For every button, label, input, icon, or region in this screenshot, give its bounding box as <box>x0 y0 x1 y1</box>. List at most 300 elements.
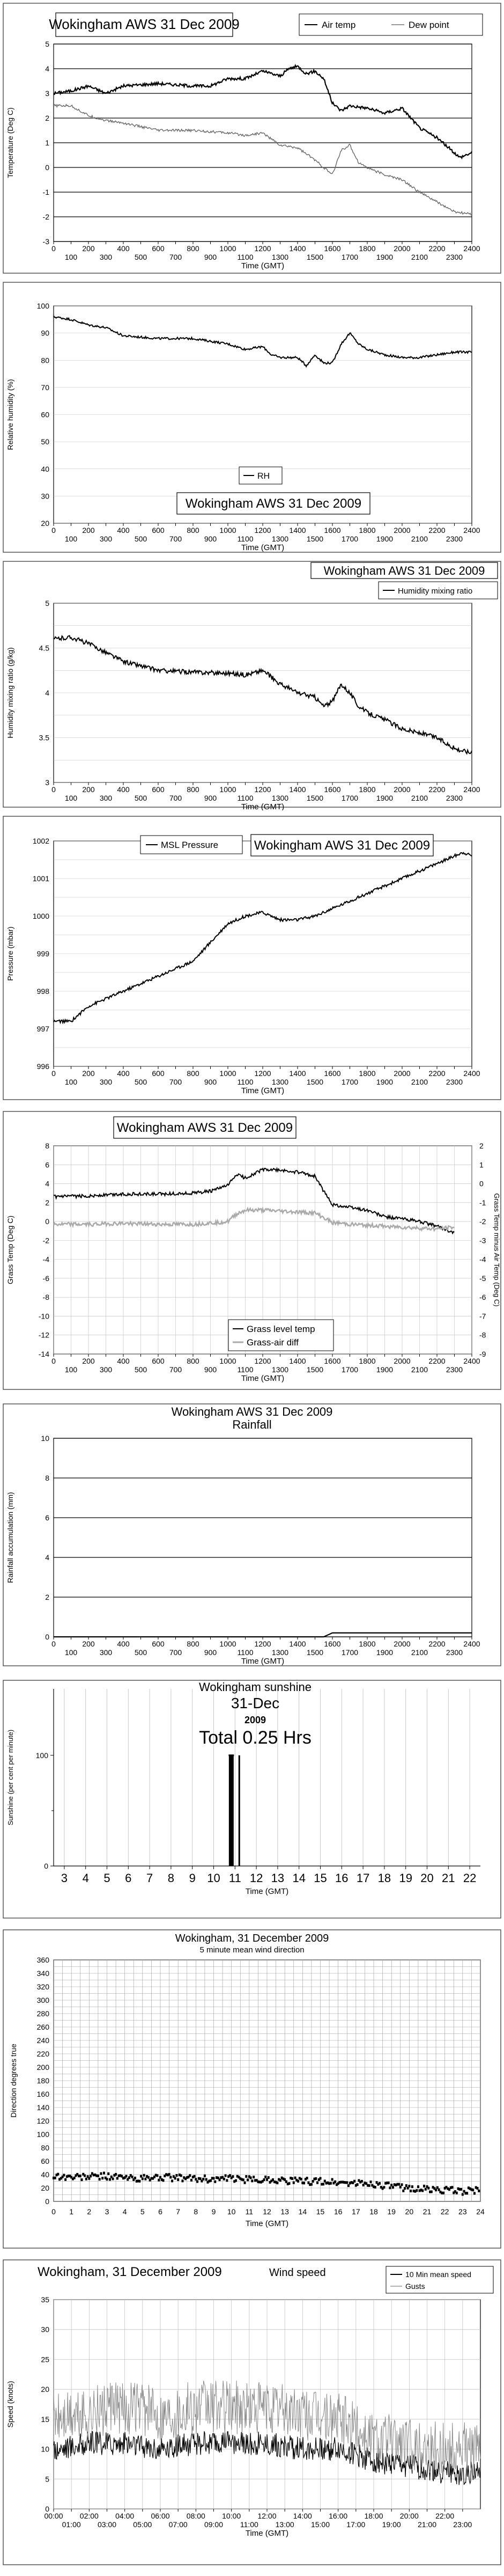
direction-point <box>293 2182 295 2184</box>
x-tick-label: 900 <box>204 1365 217 1374</box>
x-tick-label: 22 <box>440 2207 449 2216</box>
x-tick-label: 05:00 <box>133 2520 152 2529</box>
x-tick-label: 1900 <box>376 535 394 543</box>
y-right-tick-label: -2 <box>479 1217 486 1226</box>
direction-point <box>300 2178 302 2180</box>
x-tick-label: 100 <box>64 1078 78 1086</box>
x-tick-label: 700 <box>169 1365 182 1374</box>
x-tick-label: 21 <box>423 2207 432 2216</box>
rh-panel <box>0 279 504 555</box>
direction-point <box>357 2183 359 2186</box>
y-tick-label: 997 <box>36 1024 49 1033</box>
direction-point <box>107 2172 109 2175</box>
x-tick-label: 17 <box>356 1871 370 1885</box>
direction-point <box>226 2179 228 2182</box>
direction-point <box>180 2174 182 2177</box>
y-axis-label: Speed (knots) <box>6 2381 14 2428</box>
legend-air-temp: Air temp <box>322 20 356 30</box>
x-tick-label: 500 <box>134 1078 147 1086</box>
y-tick-label: 60 <box>41 2157 49 2165</box>
x-tick-label: 700 <box>169 1078 182 1086</box>
x-tick-label: 11 <box>245 2207 254 2216</box>
y-tick-label: 999 <box>36 949 49 958</box>
x-tick-label: 03:00 <box>97 2520 117 2529</box>
x-tick-label: 15 <box>316 2207 325 2216</box>
legend-msl-pressure: MSL Pressure <box>161 840 219 850</box>
x-tick-label: 6 <box>125 1871 132 1885</box>
x-tick-label: 8 <box>167 1871 175 1885</box>
x-tick-label: 500 <box>134 535 147 543</box>
mixing-ratio-panel <box>0 558 504 810</box>
direction-point <box>181 2179 183 2182</box>
y-axis-label: Grass Temp (Deg C) <box>6 1215 14 1285</box>
direction-point <box>291 2177 293 2180</box>
pressure-chart <box>0 813 504 1103</box>
x-tick-label: 1600 <box>324 1640 341 1648</box>
x-tick-label: 500 <box>134 1365 147 1374</box>
direction-point <box>431 2191 433 2193</box>
y-axis-label: Rainfall accumulation (mm) <box>6 1492 14 1583</box>
x-tick-label: 7 <box>146 1871 153 1885</box>
x-tick-label: 1100 <box>237 1648 254 1657</box>
x-tick-label: 10:00 <box>222 2512 241 2520</box>
direction-point <box>411 2185 413 2188</box>
x-tick-label: 800 <box>187 1357 199 1365</box>
direction-point <box>466 2192 468 2194</box>
chart-title-suffix: Wind speed <box>269 2267 326 2279</box>
x-tick-label: 1600 <box>324 244 341 253</box>
y-right-tick-label: -7 <box>479 1312 486 1321</box>
direction-point <box>322 2183 324 2185</box>
direction-point <box>320 2177 322 2180</box>
direction-point <box>195 2178 197 2180</box>
direction-point <box>171 2179 173 2182</box>
x-tick-label: 400 <box>117 1357 130 1365</box>
direction-point <box>476 2187 478 2190</box>
x-axis-label: Time (GMT) <box>241 543 285 552</box>
x-tick-label: 2300 <box>446 253 463 261</box>
x-axis-label: Time (GMT) <box>245 1887 289 1896</box>
x-tick-label: 2300 <box>446 1365 463 1374</box>
x-tick-label: 2200 <box>428 526 446 535</box>
wind-direction-panel <box>0 1927 504 2251</box>
x-tick-label: 18:00 <box>364 2512 383 2520</box>
y-tick-label: 0 <box>44 1862 48 1870</box>
direction-point <box>196 2180 198 2183</box>
x-tick-label: 600 <box>152 244 165 253</box>
direction-point <box>427 2187 429 2190</box>
y-tick-label: 4 <box>45 64 49 73</box>
x-tick-label: 2000 <box>394 1357 411 1365</box>
direction-point <box>57 2173 59 2176</box>
y-right-tick-label: -4 <box>479 1255 486 1264</box>
direction-point <box>435 2189 437 2191</box>
x-tick-label: 300 <box>99 253 113 261</box>
legend-grass-air-diff: Grass-air diff <box>247 1337 299 1348</box>
mixing-ratio-chart <box>0 558 504 810</box>
x-tick-label: 1600 <box>324 526 341 535</box>
direction-point <box>247 2178 249 2181</box>
y-tick-label: 0 <box>45 163 49 172</box>
wind-direction-chart <box>0 1927 504 2251</box>
y-tick-label: 90 <box>41 328 49 338</box>
direction-point <box>268 2176 270 2179</box>
y-tick-label: 160 <box>36 2090 49 2098</box>
y-tick-label: 10 <box>41 2445 49 2454</box>
direction-point <box>388 2182 390 2184</box>
y-tick-label: 2 <box>45 1593 49 1601</box>
x-tick-label: 1300 <box>271 535 289 543</box>
x-tick-label: 900 <box>204 1078 217 1086</box>
direction-point <box>306 2177 308 2179</box>
x-tick-label: 1300 <box>271 1365 289 1374</box>
legend-grass-temp: Grass level temp <box>247 1324 315 1334</box>
x-tick-label: 9 <box>189 1871 196 1885</box>
x-tick-label: 1100 <box>237 253 254 261</box>
x-tick-label: 100 <box>64 1365 78 1374</box>
y-tick-label: 320 <box>36 1982 49 1991</box>
x-tick-label: 1700 <box>341 1648 359 1657</box>
y-axis-label: Sunshine (per cent per minute) <box>6 1729 14 1826</box>
direction-point <box>368 2184 370 2187</box>
chart-title: Wokingham AWS 31 Dec 2009 <box>49 16 240 32</box>
direction-point <box>442 2192 444 2194</box>
x-tick-label: 0 <box>51 1640 56 1648</box>
direction-point <box>410 2190 412 2192</box>
direction-point <box>374 2186 376 2189</box>
x-tick-label: 1800 <box>359 1069 376 1078</box>
x-tick-label: 12 <box>249 1871 263 1885</box>
y-right-tick-label: 0 <box>479 1179 484 1188</box>
y-tick-label: 25 <box>41 2355 49 2364</box>
x-tick-label: 23 <box>458 2207 467 2216</box>
x-tick-label: 19:00 <box>382 2520 401 2529</box>
x-tick-label: 10 <box>207 1871 220 1885</box>
x-tick-label: 14 <box>292 1871 306 1885</box>
y-right-tick-label: -1 <box>479 1198 486 1207</box>
direction-point <box>232 2175 234 2178</box>
wind-speed-panel <box>0 2257 504 2568</box>
chart-subtitle: 5 minute mean wind direction <box>199 1945 305 1955</box>
direction-point <box>383 2186 385 2189</box>
direction-point <box>312 2180 314 2183</box>
y-tick-label: 2 <box>45 1198 49 1207</box>
x-tick-label: 14:00 <box>293 2512 312 2520</box>
y-right-tick-label: -9 <box>479 1350 486 1358</box>
y-tick-label: 140 <box>36 2103 49 2112</box>
x-tick-label: 300 <box>99 1365 113 1374</box>
x-tick-label: 3 <box>105 2207 109 2216</box>
y-tick-label: 1001 <box>32 874 49 883</box>
x-tick-label: 700 <box>169 794 182 802</box>
direction-point <box>276 2182 278 2184</box>
x-tick-label: 12 <box>263 2207 271 2216</box>
x-tick-label: 13 <box>271 1871 285 1885</box>
direction-point <box>405 2184 407 2187</box>
direction-point <box>425 2188 427 2191</box>
y-tick-label: 120 <box>36 2117 49 2125</box>
direction-point <box>116 2177 118 2180</box>
x-tick-label: 200 <box>82 1357 95 1365</box>
direction-point <box>210 2179 212 2182</box>
y-tick-label: 4 <box>45 1179 49 1188</box>
x-tick-label: 2400 <box>463 1069 480 1078</box>
direction-point <box>251 2179 253 2182</box>
x-tick-label: 700 <box>169 1648 182 1657</box>
x-tick-label: 200 <box>82 244 95 253</box>
x-tick-label: 1000 <box>219 785 236 794</box>
x-tick-label: 7 <box>176 2207 181 2216</box>
x-tick-label: 1300 <box>271 1648 289 1657</box>
x-tick-label: 1600 <box>324 1357 341 1365</box>
x-tick-label: 1200 <box>254 785 271 794</box>
date-label: 31-Dec <box>231 1695 280 1711</box>
x-tick-label: 400 <box>117 244 130 253</box>
direction-point <box>288 2182 290 2185</box>
direction-point <box>156 2174 158 2177</box>
direction-point <box>285 2180 287 2183</box>
x-tick-label: 20:00 <box>399 2512 419 2520</box>
direction-point <box>109 2178 111 2181</box>
direction-point <box>213 2177 215 2180</box>
y-tick-label: 0 <box>45 1217 49 1226</box>
y-axis-label: Humidity mixing ratio (g/kg) <box>6 647 14 738</box>
x-tick-label: 1800 <box>359 244 376 253</box>
x-tick-label: 1300 <box>271 253 289 261</box>
direction-point <box>205 2178 207 2181</box>
direction-point <box>143 2174 145 2177</box>
x-axis-label: Time (GMT) <box>245 2219 289 2228</box>
y-tick-label: 8 <box>45 1474 49 1482</box>
y-tick-label: -2 <box>42 213 49 221</box>
y-tick-label: -3 <box>42 237 49 246</box>
x-tick-label: 900 <box>204 1648 217 1657</box>
sunshine-bar <box>239 1755 240 1866</box>
direction-point <box>315 2177 317 2180</box>
y-right-tick-label: -5 <box>479 1274 486 1283</box>
direction-point <box>199 2177 202 2180</box>
x-tick-label: 1500 <box>306 1365 324 1374</box>
x-tick-label: 300 <box>99 794 113 802</box>
direction-point <box>73 2177 76 2179</box>
chart-title: Wokingham AWS 31 Dec 2009 <box>323 564 485 577</box>
direction-point <box>162 2179 165 2182</box>
direction-point <box>379 2182 381 2185</box>
x-tick-label: 1100 <box>237 1078 254 1086</box>
y-right-tick-label: -3 <box>479 1236 486 1245</box>
direction-point <box>245 2175 247 2178</box>
x-tick-label: 1700 <box>341 1078 359 1086</box>
x-axis-label: Time (GMT) <box>241 1374 285 1383</box>
x-tick-label: 21:00 <box>417 2520 437 2529</box>
x-tick-label: 0 <box>51 785 56 794</box>
direction-point <box>331 2178 333 2181</box>
x-tick-label: 700 <box>169 535 182 543</box>
y-tick-label: 996 <box>36 1062 49 1071</box>
direction-point <box>140 2175 142 2178</box>
x-tick-label: 14 <box>298 2207 307 2216</box>
y-tick-label: 20 <box>41 2385 49 2394</box>
x-tick-label: 15:00 <box>310 2520 330 2529</box>
x-tick-label: 00:00 <box>44 2512 63 2520</box>
chart-title: Wokingham AWS 31 Dec 2009 <box>116 1121 293 1135</box>
year-label: 2009 <box>244 1715 266 1725</box>
x-tick-label: 300 <box>99 1648 113 1657</box>
y-tick-label: 100 <box>36 302 49 310</box>
x-tick-label: 800 <box>187 244 199 253</box>
sunshine-chart <box>0 1677 504 1921</box>
x-tick-label: 8 <box>194 2207 198 2216</box>
y-tick-label: 6 <box>45 1513 49 1522</box>
x-tick-label: 1200 <box>254 526 271 535</box>
x-tick-label: 2100 <box>411 1365 428 1374</box>
y-tick-label: 0 <box>45 2197 49 2206</box>
y-right-tick-label: 1 <box>479 1160 484 1169</box>
direction-point <box>303 2182 305 2184</box>
x-tick-label: 16 <box>333 2207 343 2216</box>
x-tick-label: 1300 <box>271 794 289 802</box>
x-tick-label: 2100 <box>411 794 428 802</box>
wind-speed-chart <box>0 2257 504 2568</box>
y-tick-label: 240 <box>36 2036 49 2045</box>
x-tick-label: 2400 <box>463 785 480 794</box>
direction-point <box>97 2175 99 2177</box>
direction-point <box>158 2179 160 2182</box>
rainfall-panel <box>0 1401 504 1669</box>
y-tick-label: 1002 <box>32 837 49 845</box>
x-tick-label: 1400 <box>289 1357 306 1365</box>
direction-point <box>223 2178 225 2180</box>
direction-point <box>168 2173 171 2176</box>
chart-title: Wokingham AWS 31 Dec 2009 <box>254 838 431 853</box>
sunshine-bar <box>232 1755 234 1866</box>
direction-point <box>264 2176 266 2178</box>
direction-point <box>399 2186 402 2189</box>
y-tick-label: 70 <box>41 383 49 392</box>
x-tick-label: 1400 <box>289 526 306 535</box>
x-tick-label: 1700 <box>341 535 359 543</box>
y-tick-label: 0 <box>45 1633 49 1641</box>
x-tick-label: 1600 <box>324 1069 341 1078</box>
x-tick-label: 1000 <box>219 244 236 253</box>
direction-point <box>174 2177 176 2179</box>
direction-point <box>456 2192 458 2194</box>
chart-title: Wokingham AWS 31 Dec 2009 <box>171 1405 333 1418</box>
y-tick-label: 5 <box>45 599 49 608</box>
y-tick-label: 1 <box>45 138 49 147</box>
direction-point <box>112 2177 114 2180</box>
direction-point <box>101 2177 103 2179</box>
y-tick-label: 15 <box>41 2414 49 2424</box>
chart-title: Wokingham, 31 December 2009 <box>175 1933 329 1944</box>
y-tick-label: 40 <box>41 2170 49 2179</box>
x-tick-label: 1300 <box>271 1078 289 1086</box>
x-tick-label: 09:00 <box>204 2520 224 2529</box>
direction-point <box>134 2177 136 2179</box>
x-tick-label: 3 <box>61 1871 68 1885</box>
direction-point <box>353 2180 355 2183</box>
x-tick-label: 20 <box>420 1871 434 1885</box>
x-tick-label: 1900 <box>376 253 394 261</box>
x-tick-label: 1400 <box>289 1069 306 1078</box>
x-tick-label: 1500 <box>306 1648 324 1657</box>
direction-point <box>404 2187 406 2190</box>
y-tick-label: 998 <box>36 987 49 996</box>
x-tick-label: 1000 <box>219 1640 236 1648</box>
direction-point <box>316 2182 318 2184</box>
direction-point <box>242 2178 244 2181</box>
direction-point <box>64 2178 66 2181</box>
x-tick-label: 700 <box>169 253 182 261</box>
x-tick-label: 100 <box>64 794 78 802</box>
x-tick-label: 2100 <box>411 535 428 543</box>
direction-point <box>54 2177 56 2179</box>
direction-point <box>229 2174 231 2177</box>
direction-point <box>142 2177 144 2180</box>
y-tick-label: 200 <box>36 2063 49 2072</box>
x-tick-label: 20 <box>405 2207 414 2216</box>
x-tick-label: 22 <box>463 1871 477 1885</box>
x-tick-label: 400 <box>117 1640 130 1648</box>
x-tick-label: 600 <box>152 1640 165 1648</box>
x-tick-label: 2400 <box>463 1640 480 1648</box>
y-tick-label: 280 <box>36 2009 49 2018</box>
x-tick-label: 500 <box>134 253 147 261</box>
y-tick-label: 180 <box>36 2076 49 2085</box>
y-right-tick-label: -8 <box>479 1330 486 1340</box>
y-tick-label: 4.5 <box>39 643 49 653</box>
x-tick-label: 19 <box>399 1871 412 1885</box>
y-tick-label: 60 <box>41 410 49 419</box>
x-tick-label: 500 <box>134 794 147 802</box>
x-tick-label: 200 <box>82 526 95 535</box>
direction-point <box>361 2180 363 2183</box>
x-tick-label: 200 <box>82 1640 95 1648</box>
x-tick-label: 13 <box>280 2207 289 2216</box>
sunshine-panel <box>0 1677 504 1921</box>
x-tick-label: 6 <box>158 2207 162 2216</box>
y-tick-label: -1 <box>42 188 49 196</box>
y-tick-label: 5 <box>45 2475 49 2484</box>
y-tick-label: 5 <box>45 40 49 48</box>
direction-point <box>214 2180 216 2183</box>
x-tick-label: 23:00 <box>453 2520 472 2529</box>
y-tick-label: 20 <box>41 2184 49 2192</box>
x-axis-label: Time (GMT) <box>241 1657 285 1666</box>
direction-point <box>421 2190 424 2192</box>
x-tick-label: 15 <box>314 1871 327 1885</box>
x-tick-label: 0 <box>51 2207 56 2216</box>
y-tick-label: 10 <box>41 1434 49 1443</box>
y-tick-label: 3.5 <box>39 733 49 742</box>
direction-point <box>175 2174 177 2177</box>
x-tick-label: 11 <box>228 1871 241 1885</box>
direction-point <box>416 2189 418 2192</box>
x-tick-label: 1500 <box>306 253 324 261</box>
rainfall-chart <box>0 1401 504 1669</box>
x-tick-label: 2000 <box>394 526 411 535</box>
plot-area <box>54 1438 472 1637</box>
x-tick-label: 900 <box>204 535 217 543</box>
x-tick-label: 600 <box>152 1357 165 1365</box>
direction-point <box>389 2186 391 2189</box>
y-axis-label: Direction degrees true <box>9 2044 18 2118</box>
x-tick-label: 22:00 <box>435 2512 455 2520</box>
x-tick-label: 100 <box>64 535 78 543</box>
x-tick-label: 0 <box>51 1357 56 1365</box>
direction-point <box>462 2193 464 2196</box>
direction-point <box>451 2186 453 2189</box>
